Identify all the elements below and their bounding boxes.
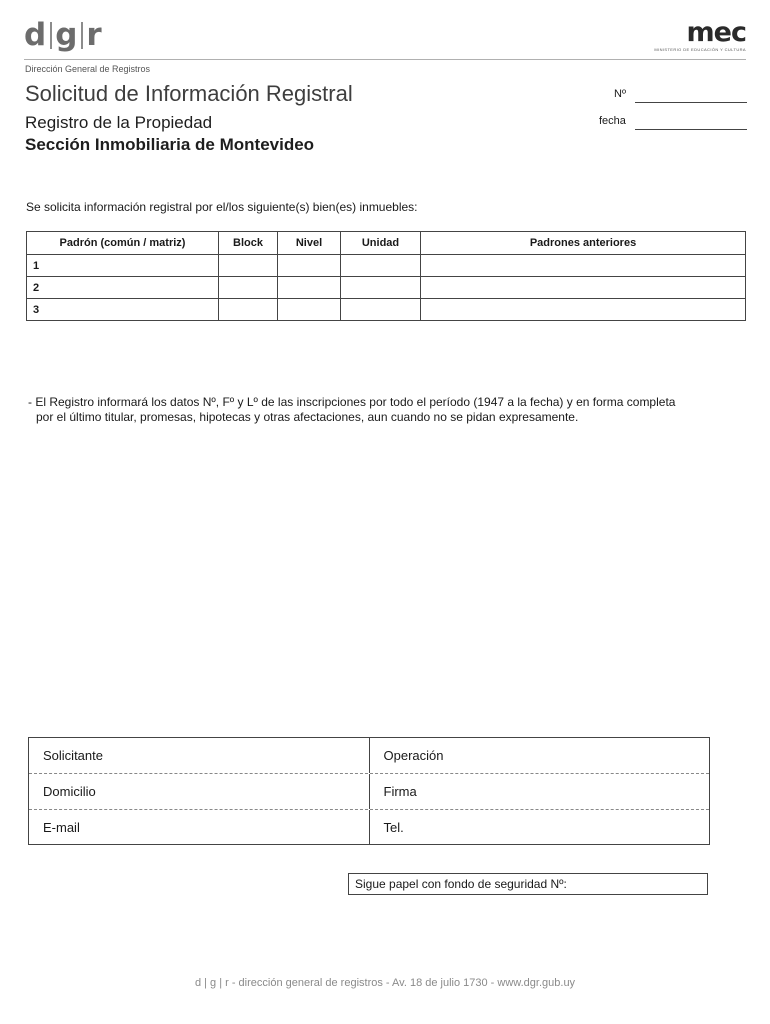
padrones-anteriores-cell[interactable] [421, 277, 746, 299]
dgr-logo [24, 18, 103, 52]
nivel-cell[interactable] [278, 255, 341, 277]
applicant-row [29, 810, 709, 845]
table-header-row [27, 232, 746, 255]
table-row [27, 255, 746, 277]
number-field[interactable] [635, 102, 747, 103]
property-table [26, 231, 746, 321]
nivel-cell[interactable] [278, 299, 341, 321]
registry-note [28, 395, 728, 425]
security-paper-field[interactable]: Sigue papel con fondo de seguridad Nº: [348, 873, 708, 895]
unidad-cell[interactable] [341, 277, 421, 299]
intro-text: Se solicita información registral por el/los siguiente(s) bien(es) inmuebles: [26, 200, 418, 214]
row-number[interactable]: 3 [27, 299, 219, 321]
applicant-row [29, 774, 709, 810]
nivel-cell[interactable] [278, 277, 341, 299]
applicant-row [29, 738, 709, 774]
block-cell[interactable] [219, 277, 278, 299]
unidad-cell[interactable] [341, 255, 421, 277]
block-cell[interactable] [219, 299, 278, 321]
footer-text: d | g | r - dirección general de registros - Av. 18 de julio 1730 - www.dgr.gub.uy [194, 977, 576, 989]
row-number[interactable]: 1 [27, 255, 219, 277]
row-number[interactable]: 2 [27, 277, 219, 299]
operacion-field[interactable]: Operación [369, 738, 710, 773]
solicitante-field[interactable]: Solicitante [43, 748, 103, 763]
column-header-nivel: Nivel [278, 232, 341, 255]
date-field[interactable] [635, 129, 747, 130]
logo-divider [81, 22, 83, 49]
column-header-padrones-anteriores: Padrones anteriores [421, 232, 746, 255]
table-row [27, 277, 746, 299]
note-line-2: por el último titular, promesas, hipotecas y otras afectaciones, aun cuando no se pidan expresamente. [36, 410, 579, 424]
email-field[interactable]: E-mail [43, 820, 80, 835]
mec-logo-subtitle: MINISTERIO DE EDUCACIÓN Y CULTURA [654, 47, 746, 52]
form-title: Solicitud de Información Registral [25, 81, 353, 106]
table-row [27, 299, 746, 321]
tel-field[interactable]: Tel. [369, 810, 710, 845]
form-subtitle-section: Sección Inmobiliaria de Montevideo [25, 135, 315, 154]
note-line-1: - El Registro informará los datos Nº, Fº y Lº de las inscripciones por todo el período (1947 a la fecha) y en forma completa [28, 395, 676, 409]
firma-field[interactable]: Firma [369, 774, 710, 809]
header-divider [24, 59, 746, 60]
mec-logo-word: mec [686, 17, 746, 48]
logo-letter-d: d [24, 17, 48, 53]
applicant-box [28, 737, 710, 845]
column-header-unidad: Unidad [341, 232, 421, 255]
padrones-anteriores-cell[interactable] [421, 299, 746, 321]
unidad-cell[interactable] [341, 299, 421, 321]
logo-letter-g: g [55, 17, 79, 53]
column-header-padron: Padrón (común / matriz) [27, 232, 219, 255]
organization-name: Dirección General de Registros [25, 64, 151, 74]
block-cell[interactable] [219, 255, 278, 277]
date-label: fecha [599, 115, 626, 127]
number-label: Nº [614, 88, 626, 100]
form-subtitle-registry: Registro de la Propiedad [25, 113, 213, 132]
column-header-block: Block [219, 232, 278, 255]
padrones-anteriores-cell[interactable] [421, 255, 746, 277]
logo-divider [50, 22, 52, 49]
logo-letter-r: r [86, 17, 103, 53]
domicilio-field[interactable]: Domicilio [43, 784, 96, 799]
mec-logo [654, 17, 746, 52]
